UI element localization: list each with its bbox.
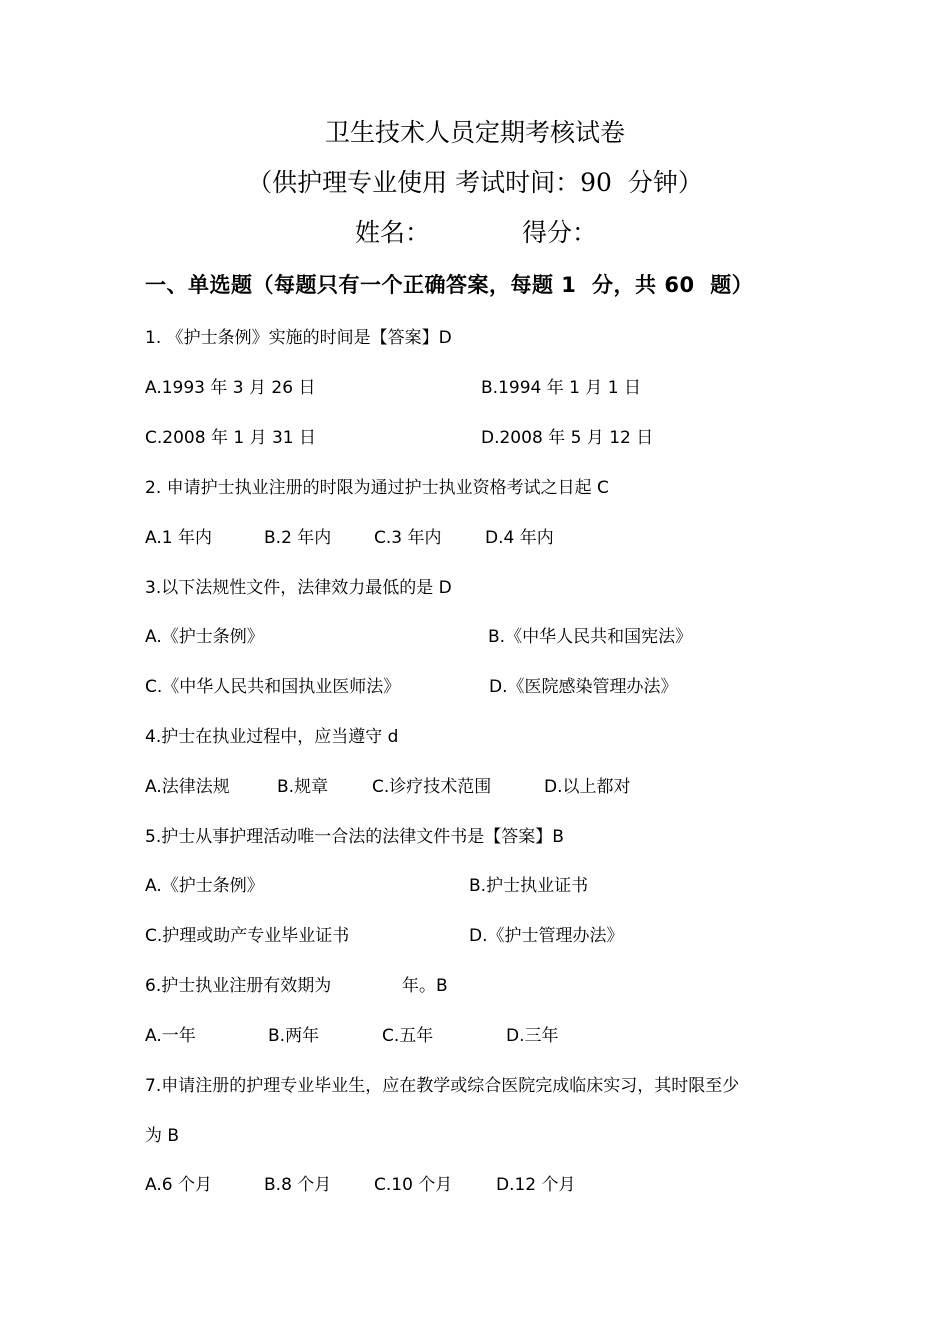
name-label: 姓名： bbox=[355, 218, 431, 247]
option-c: C.10 个月 bbox=[374, 1175, 453, 1195]
question-stem-tail: 年。B bbox=[402, 976, 448, 996]
option-d: D.4 年内 bbox=[485, 528, 554, 548]
option-c: C.3 年内 bbox=[374, 528, 442, 548]
option-b: B.两年 bbox=[268, 1026, 320, 1046]
option-d: D.以上都对 bbox=[544, 777, 631, 797]
option-c: C.五年 bbox=[382, 1026, 434, 1046]
option-a: A.一年 bbox=[145, 1026, 196, 1046]
option-a: A.1 年内 bbox=[145, 528, 212, 548]
option-c: C.《中华人民共和国执业医师法》 bbox=[145, 677, 401, 697]
option-c: C.护理或助产专业毕业证书 bbox=[145, 926, 350, 946]
option-d: D.三年 bbox=[506, 1026, 559, 1046]
option-a: A.《护士条例》 bbox=[145, 876, 264, 896]
question-stem: 1. 《护士条例》实施的时间是【答案】D bbox=[145, 328, 452, 348]
option-d: D.《医院感染管理办法》 bbox=[489, 677, 678, 697]
option-d: D.12 个月 bbox=[496, 1175, 576, 1195]
option-b: B.规章 bbox=[277, 777, 329, 797]
option-b: B.1994 年 1 月 1 日 bbox=[481, 378, 641, 398]
option-d: D.《护士管理办法》 bbox=[469, 926, 624, 946]
option-c: C.诊疗技术范围 bbox=[372, 777, 492, 797]
option-a: A.《护士条例》 bbox=[145, 627, 264, 647]
option-a: A.1993 年 3 月 26 日 bbox=[145, 378, 316, 398]
option-b: B.8 个月 bbox=[264, 1175, 332, 1195]
score-label: 得分： bbox=[522, 218, 598, 247]
option-d: D.2008 年 5 月 12 日 bbox=[481, 428, 654, 448]
exam-subtitle: （供护理专业使用 考试时间：90 分钟） bbox=[247, 168, 703, 197]
question-stem: 7.申请注册的护理专业毕业生，应在教学或综合医院完成临床实习，其时限至少 bbox=[145, 1076, 740, 1096]
option-c: C.2008 年 1 月 31 日 bbox=[145, 428, 317, 448]
question-stem: 4.护士在执业过程中，应当遵守 d bbox=[145, 727, 399, 747]
exam-title: 卫生技术人员定期考核试卷 bbox=[324, 118, 625, 147]
section-heading: 一、单选题（每题只有一个正确答案，每题 1 分，共 60 题） bbox=[145, 273, 754, 297]
option-b: B.2 年内 bbox=[264, 528, 332, 548]
question-stem: 2. 申请护士执业注册的时限为通过护士执业资格考试之日起 C bbox=[145, 478, 609, 498]
question-stem: 3.以下法规性文件，法律效力最低的是 D bbox=[145, 578, 452, 598]
question-stem: 6.护士执业注册有效期为 bbox=[145, 976, 332, 996]
question-stem: 5.护士从事护理活动唯一合法的法律文件书是【答案】B bbox=[145, 827, 564, 847]
option-a: A.法律法规 bbox=[145, 777, 230, 797]
option-b: B.《中华人民共和国宪法》 bbox=[488, 627, 693, 647]
question-stem-continuation: 为 B bbox=[145, 1126, 180, 1146]
option-a: A.6 个月 bbox=[145, 1175, 212, 1195]
option-b: B.护士执业证书 bbox=[469, 876, 589, 896]
